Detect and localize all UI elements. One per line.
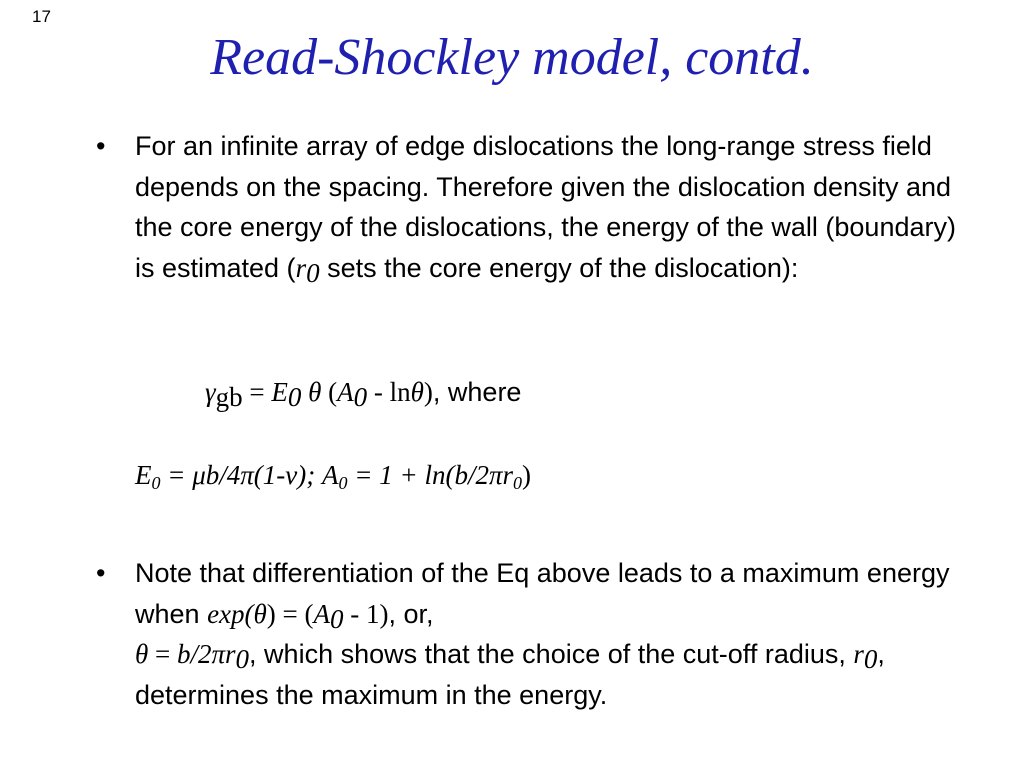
bullet-marker: • [96, 131, 106, 161]
E-subscript: 0 [151, 473, 161, 493]
bullet-marker: • [96, 558, 106, 588]
energy-equation [205, 372, 521, 412]
gamma-symbol: γ [205, 377, 216, 407]
E-subscript: 0 [287, 382, 302, 412]
A-symbol: A [313, 598, 331, 629]
A-subscript: 0 [330, 603, 344, 634]
theta-symbol: θ [253, 598, 267, 629]
b-over-2pi-r: b/2πr [177, 639, 236, 669]
paren-close: ) [423, 377, 433, 407]
bullet-1-end: sets the core energy of the dislocation): [319, 252, 799, 283]
bullet-2-end: , determines the maximum in the energy. [135, 639, 885, 710]
gamma-subscript: gb [215, 382, 243, 412]
E-symbol: E [135, 460, 152, 490]
A-symbol: A [337, 377, 354, 407]
or-label: , or, [388, 598, 434, 629]
theta-symbol-2: θ [135, 639, 149, 669]
theta-symbol: θ [301, 377, 329, 407]
symbol-r-subscript: 0 [306, 257, 320, 288]
bullet-1-text [135, 126, 956, 288]
bullet-1-body: For an infinite array of edge dislocations the long-range stress field depends on the spacing. Therefore given the dislocation density and the core energy of the dislocations, the energy of the wall (boundary) is estimated ( [135, 131, 956, 283]
paren-close: ) [522, 460, 531, 490]
slide-title: Read-Shockley model, contd. [210, 29, 814, 86]
bullet-2-body: Note that differentiation of the Eq above leads to a maximum energy when [135, 558, 950, 629]
bullet-2-shows: , which shows that the choice of the cut-off radius, [249, 639, 854, 669]
E-symbol: E [271, 377, 288, 407]
A-subscript: 0 [338, 473, 348, 493]
ln-argument: (b/2πr [445, 460, 513, 490]
minus-ln: - ln [367, 377, 411, 407]
r-subscript: 0 [235, 644, 250, 674]
theta-symbol-2: θ [410, 377, 424, 407]
paren-open: ( [328, 377, 338, 407]
bullet-1 [96, 126, 956, 288]
where-label: , where [432, 377, 522, 407]
minus-one: - 1) [343, 598, 389, 629]
exp-function: exp( [207, 598, 254, 629]
A-symbol: A [322, 460, 339, 490]
slide-number: 17 [32, 7, 51, 26]
equals-paren: ) = ( [266, 598, 314, 629]
symbol-r-subscript: 0 [863, 644, 878, 674]
equals-sign: = [242, 377, 272, 407]
bullet-2-text [135, 553, 956, 715]
equals-sign: = [148, 639, 177, 669]
symbol-r: r [853, 639, 864, 669]
r-subscript: 0 [513, 473, 522, 493]
ln-symbol: ln [424, 460, 446, 490]
symbol-r: r [295, 252, 307, 283]
E-definition: = μb/4π(1-ν); [160, 460, 322, 490]
A-subscript: 0 [353, 382, 368, 412]
definitions-equation [135, 455, 531, 495]
bullet-2 [96, 553, 956, 715]
A-definition: = 1 + [347, 460, 425, 490]
